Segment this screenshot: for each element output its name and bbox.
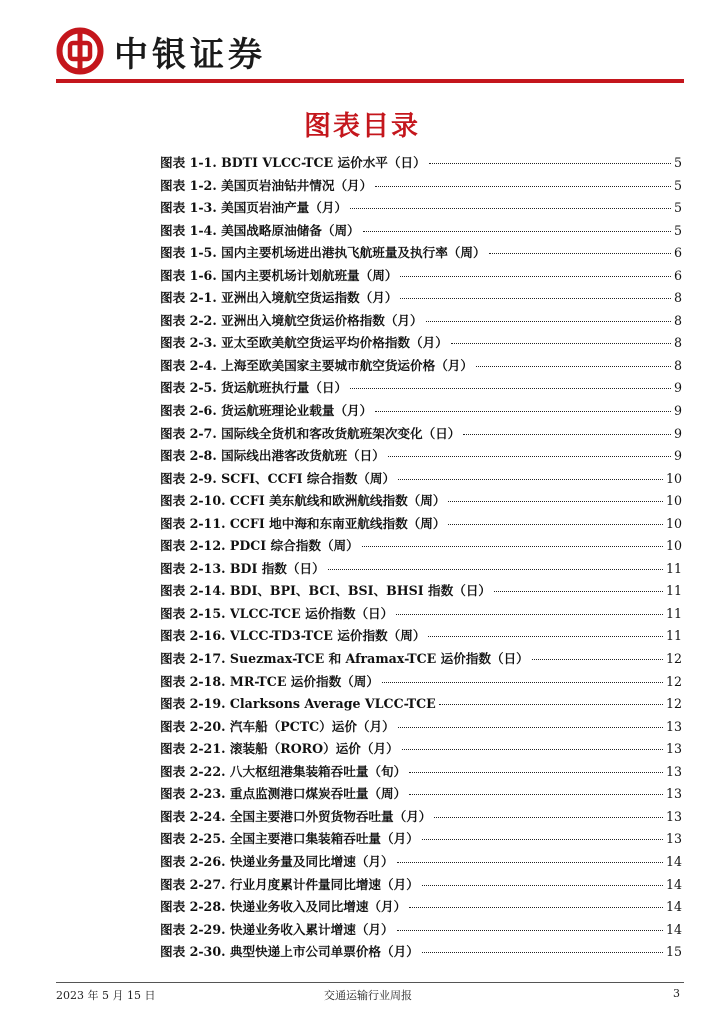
toc-entry-caption: BDI 指数（日） [229, 560, 325, 576]
toc-entry-page-number: 9 [673, 448, 682, 464]
toc-entry[interactable] [160, 355, 682, 378]
page-header [56, 26, 266, 76]
toc-entry-page-number: 13 [665, 786, 682, 802]
toc-entry-caption: 行业月度累计件量同比增速（月） [229, 876, 419, 892]
toc-entry[interactable] [160, 400, 682, 423]
toc-entry[interactable] [160, 693, 682, 716]
toc-entry-page-number: 12 [665, 696, 682, 712]
toc-dot-leader [463, 434, 671, 435]
toc-dot-leader [409, 907, 663, 908]
toc-entry-page-number: 8 [673, 335, 682, 351]
toc-entry-page-number: 11 [665, 628, 682, 644]
toc-entry-page-number: 14 [665, 853, 682, 869]
toc-entry-label: 图表 2-26. [160, 853, 226, 869]
toc-entry-page-number: 6 [673, 267, 682, 283]
header-divider [56, 79, 684, 83]
toc-entry[interactable] [160, 468, 682, 491]
toc-entry-page-number: 5 [673, 155, 682, 170]
toc-entry[interactable] [160, 152, 682, 175]
toc-entry[interactable] [160, 648, 682, 671]
toc-entry[interactable] [160, 310, 682, 333]
toc-entry-label: 图表 2-24. [160, 808, 226, 824]
toc-entry[interactable] [160, 761, 682, 784]
toc-entry-page-number: 13 [665, 808, 682, 824]
toc-dot-leader [362, 546, 663, 547]
toc-entry-page-number: 12 [665, 673, 682, 689]
toc-dot-leader [402, 749, 663, 750]
toc-entry-caption: 重点监测港口煤炭吞吐量（周） [229, 786, 407, 802]
toc-entry-label: 图表 2-1. [160, 290, 217, 306]
toc-entry-caption: VLCC-TD3-TCE 运价指数（周） [229, 628, 426, 644]
brand-name: 中银证券 [114, 34, 266, 75]
toc-entry-caption: 快递业务收入及同比增速（月） [229, 899, 407, 915]
toc-entry[interactable] [160, 828, 682, 851]
toc-entry-caption: 亚洲出入境航空货运价格指数（月） [221, 312, 423, 328]
toc-entry-caption: MR-TCE 运价指数（周） [229, 673, 379, 689]
toc-entry-page-number: 15 [665, 944, 682, 960]
toc-dot-leader [448, 501, 663, 502]
toc-entry-caption: PDCI 综合指数（周） [229, 538, 359, 554]
toc-entry-caption: 典型快递上市公司单票价格（月） [229, 944, 419, 960]
toc-entry-caption: 滚装船（RORO）运价（月） [229, 741, 399, 757]
toc-entry-caption: 美国页岩油钻井情况（月） [221, 177, 373, 193]
toc-entry-label: 图表 2-23. [160, 786, 226, 802]
bank-of-china-logo-icon [56, 27, 104, 75]
toc-entry[interactable] [160, 874, 682, 897]
toc-entry[interactable] [160, 197, 682, 220]
toc-entry-label: 图表 1-1. [160, 155, 217, 170]
toc-entry[interactable] [160, 287, 682, 310]
toc-entry-page-number: 14 [665, 921, 682, 937]
toc-dot-leader [434, 817, 663, 818]
toc-entry[interactable] [160, 806, 682, 829]
toc-entry-label: 图表 2-25. [160, 831, 226, 847]
toc-entry[interactable] [160, 332, 682, 355]
toc-entry-label: 图表 2-27. [160, 876, 226, 892]
toc-title: 图表目录 [304, 111, 420, 142]
toc-entry-page-number: 5 [673, 200, 682, 216]
toc-entry[interactable] [160, 851, 682, 874]
toc-entry[interactable] [160, 265, 682, 288]
toc-dot-leader [396, 614, 663, 615]
toc-entry-label: 图表 2-9. [160, 470, 217, 486]
toc-entry-label: 图表 2-17. [160, 651, 226, 667]
toc-entry-label: 图表 2-29. [160, 921, 226, 937]
toc-entry-page-number: 9 [673, 425, 682, 441]
toc-entry-caption: BDI、BPI、BCI、BSI、BHSI 指数（日） [229, 583, 492, 599]
figure-toc-list [160, 152, 682, 964]
toc-entry-page-number: 8 [673, 312, 682, 328]
toc-dot-leader [382, 682, 663, 683]
toc-dot-leader [400, 276, 671, 277]
toc-dot-leader [532, 659, 663, 660]
toc-entry-page-number: 11 [665, 605, 682, 621]
toc-dot-leader [350, 388, 671, 389]
footer-page-number: 3 [673, 987, 680, 1000]
toc-entry-caption: 快递业务收入累计增速（月） [229, 921, 394, 937]
toc-entry-page-number: 10 [665, 470, 682, 486]
toc-entry-page-number: 13 [665, 718, 682, 734]
toc-entry-page-number: 5 [673, 177, 682, 193]
toc-dot-leader [451, 343, 671, 344]
toc-entry-page-number: 12 [665, 651, 682, 667]
toc-entry-page-number: 9 [673, 403, 682, 419]
toc-entry[interactable] [160, 175, 682, 198]
toc-entry-caption: VLCC-TCE 运价指数（日） [229, 605, 394, 621]
toc-entry-caption: CCFI 地中海和东南亚航线指数（周） [229, 515, 446, 531]
footer-divider [56, 982, 684, 983]
toc-entry[interactable] [160, 919, 682, 942]
toc-entry-caption: CCFI 美东航线和欧洲航线指数（周） [229, 493, 446, 509]
toc-entry-caption: Suezmax-TCE 和 Aframax-TCE 运价指数（日） [229, 651, 529, 667]
toc-entry-caption: 国内主要机场进出港执飞航班量及执行率（周） [221, 245, 486, 261]
toc-entry-label: 图表 2-8. [160, 448, 217, 464]
toc-entry-label: 图表 2-11. [160, 515, 226, 531]
toc-entry[interactable] [160, 490, 682, 513]
toc-entry-page-number: 10 [665, 493, 682, 509]
toc-dot-leader [328, 569, 663, 570]
toc-dot-leader [409, 794, 663, 795]
toc-entry[interactable] [160, 896, 682, 919]
toc-entry-page-number: 13 [665, 763, 682, 779]
toc-entry-label: 图表 2-7. [160, 425, 217, 441]
toc-entry-page-number: 14 [665, 899, 682, 915]
toc-entry-caption: SCFI、CCFI 综合指数（周） [221, 470, 396, 486]
toc-entry[interactable] [160, 941, 682, 964]
toc-entry[interactable] [160, 377, 682, 400]
toc-entry-caption: 美国页岩油产量（月） [221, 200, 348, 216]
toc-dot-leader [398, 479, 663, 480]
toc-entry-page-number: 8 [673, 357, 682, 373]
toc-entry[interactable] [160, 716, 682, 739]
toc-entry-caption: 快递业务量及同比增速（月） [229, 853, 394, 869]
toc-entry[interactable] [160, 220, 682, 243]
toc-entry-caption: BDTI VLCC-TCE 运价水平（日） [221, 155, 426, 170]
toc-entry-label: 图表 1-3. [160, 200, 217, 216]
toc-entry-label: 图表 1-6. [160, 267, 217, 283]
toc-entry-page-number: 13 [665, 741, 682, 757]
toc-entry-label: 图表 2-2. [160, 312, 217, 328]
toc-entry[interactable] [160, 783, 682, 806]
toc-entry-caption: 汽车船（PCTC）运价（月） [229, 718, 395, 734]
toc-entry[interactable] [160, 580, 682, 603]
toc-entry-caption: 国内主要机场计划航班量（周） [221, 267, 398, 283]
toc-entry-page-number: 5 [673, 222, 682, 238]
toc-entry-caption: 货运航班理论业载量（月） [221, 403, 373, 419]
footer-report-name: 交通运输行业周报 [324, 989, 412, 1002]
footer-date: 2023 年 5 月 15 日 [56, 989, 156, 1002]
toc-entry-label: 图表 1-4. [160, 222, 217, 238]
toc-entry-page-number: 13 [665, 831, 682, 847]
toc-entry[interactable] [160, 445, 682, 468]
toc-entry[interactable] [160, 242, 682, 265]
toc-dot-leader [388, 456, 671, 457]
toc-dot-leader [422, 952, 663, 953]
toc-entry-page-number: 9 [673, 380, 682, 396]
toc-entry-label: 图表 2-13. [160, 560, 226, 576]
toc-entry-label: 图表 2-20. [160, 718, 226, 734]
toc-entry-label: 图表 2-6. [160, 403, 217, 419]
toc-entry-page-number: 11 [665, 560, 682, 576]
toc-entry-caption: 全国主要港口外贸货物吞吐量（月） [229, 808, 432, 824]
toc-dot-leader [426, 321, 671, 322]
toc-entry-label: 图表 2-4. [160, 357, 217, 373]
toc-entry-label: 图表 2-18. [160, 673, 226, 689]
toc-entry-label: 图表 1-5. [160, 245, 217, 261]
toc-dot-leader [448, 524, 663, 525]
toc-dot-leader [439, 704, 663, 705]
toc-entry-label: 图表 2-28. [160, 899, 226, 915]
toc-entry[interactable] [160, 423, 682, 446]
toc-dot-leader [476, 366, 671, 367]
toc-dot-leader [422, 839, 663, 840]
toc-entry-caption: 国际线出港客改货航班（日） [221, 448, 385, 464]
toc-entry-label: 图表 2-10. [160, 493, 226, 509]
toc-entry[interactable] [160, 738, 682, 761]
toc-dot-leader [400, 298, 671, 299]
toc-entry-caption: 亚太至欧美航空货运平均价格指数（月） [221, 335, 448, 351]
toc-dot-leader [429, 163, 671, 164]
toc-dot-leader [397, 862, 663, 863]
toc-entry-label: 图表 2-12. [160, 538, 226, 554]
toc-entry-label: 图表 2-3. [160, 335, 217, 351]
toc-entry-label: 图表 2-16. [160, 628, 226, 644]
toc-entry-caption: 国际线全货机和客改货航班架次变化（日） [221, 425, 461, 441]
toc-entry-caption: 上海至欧美国家主要城市航空货运价格（月） [221, 357, 473, 373]
toc-entry-caption: 美国战略原油储备（周） [221, 222, 360, 238]
toc-entry[interactable] [160, 513, 682, 536]
toc-dot-leader [363, 231, 671, 232]
toc-entry-label: 图表 2-22. [160, 763, 226, 779]
toc-entry[interactable] [160, 558, 682, 581]
toc-entry-label: 图表 2-14. [160, 583, 226, 599]
toc-dot-leader [428, 636, 663, 637]
toc-entry-page-number: 10 [665, 515, 682, 531]
toc-entry-page-number: 6 [673, 245, 682, 261]
toc-entry-label: 图表 2-19. [160, 696, 226, 712]
toc-entry-label: 图表 2-15. [160, 605, 226, 621]
toc-entry-label: 图表 2-30. [160, 944, 226, 960]
toc-entry-label: 图表 2-5. [160, 380, 217, 396]
toc-entry-page-number: 8 [673, 290, 682, 306]
toc-dot-leader [398, 727, 663, 728]
toc-entry[interactable] [160, 671, 682, 694]
toc-dot-leader [422, 885, 663, 886]
toc-entry[interactable] [160, 535, 682, 558]
toc-entry-caption: 全国主要港口集装箱吞吐量（月） [229, 831, 419, 847]
toc-entry-caption: 八大枢纽港集装箱吞吐量（旬） [229, 763, 407, 779]
toc-entry-page-number: 11 [665, 583, 682, 599]
toc-entry-page-number: 14 [665, 876, 682, 892]
toc-dot-leader [409, 772, 663, 773]
toc-dot-leader [494, 591, 663, 592]
toc-dot-leader [375, 186, 671, 187]
toc-dot-leader [489, 253, 671, 254]
toc-entry[interactable] [160, 625, 682, 648]
toc-entry-label: 图表 2-21. [160, 741, 226, 757]
toc-entry-page-number: 10 [665, 538, 682, 554]
toc-entry-caption: 亚洲出入境航空货运指数（月） [221, 290, 398, 306]
toc-entry-caption: 货运航班执行量（日） [221, 380, 348, 396]
toc-dot-leader [375, 411, 671, 412]
toc-entry-caption: Clarksons Average VLCC-TCE [229, 696, 436, 712]
toc-entry[interactable] [160, 603, 682, 626]
toc-entry-label: 图表 1-2. [160, 177, 217, 193]
toc-dot-leader [397, 930, 663, 931]
toc-dot-leader [350, 208, 671, 209]
